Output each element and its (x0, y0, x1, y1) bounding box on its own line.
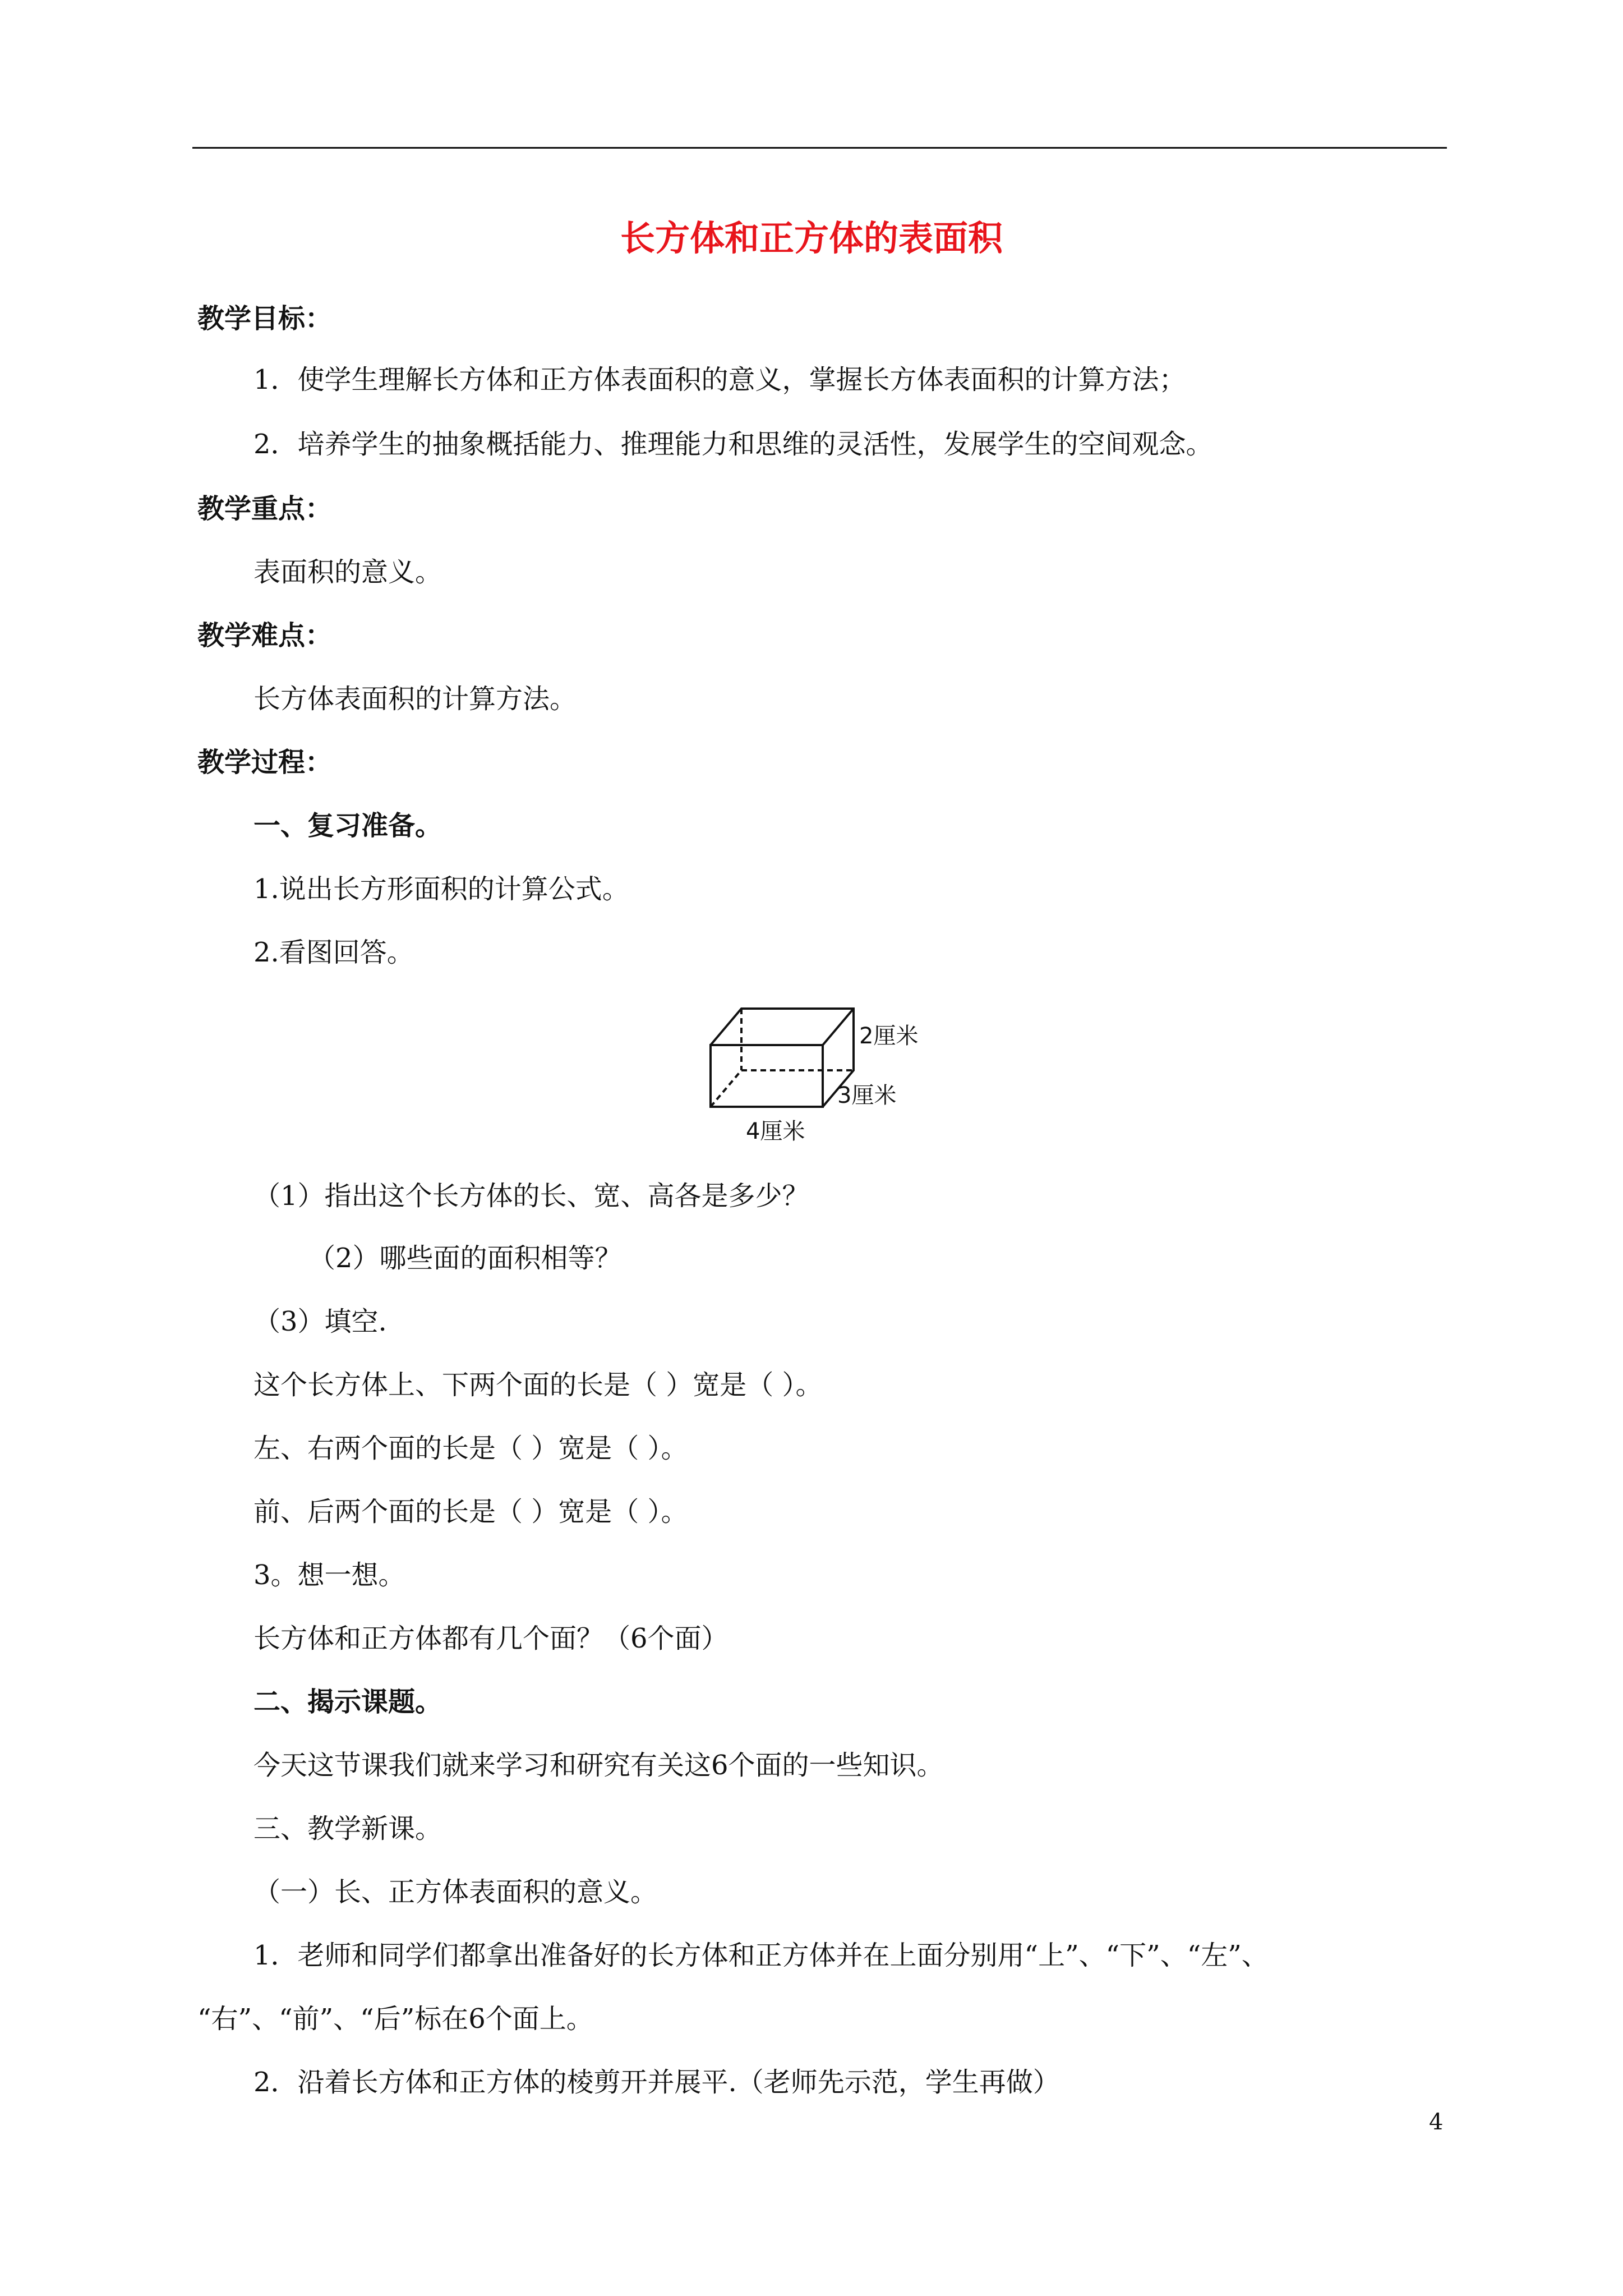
header-rule (192, 147, 1447, 149)
review-item-2: 2.看图回答。 (253, 937, 414, 968)
page-number: 4 (1429, 2109, 1444, 2135)
activity-1: 1．老师和同学们都拿出准备好的长方体和正方体并在上面分别用“上”、“下”、“左”、 (253, 1940, 1269, 1971)
length-label: 4厘米 (746, 1119, 805, 1144)
heading-process: 教学过程： (197, 747, 333, 778)
think-question: 长方体和正方体都有几个面？（6个面） (253, 1623, 728, 1654)
section-1-heading: 一、复习准备。 (253, 810, 442, 841)
cuboid-top-right-edge (823, 1009, 854, 1045)
activity-1-cont: “右”、“前”、“后”标在6个面上。 (197, 2003, 593, 2035)
review-item-1: 1.说出长方形面积的计算公式。 (253, 873, 629, 905)
difficulty-text: 长方体表面积的计算方法。 (253, 683, 577, 715)
section-2-text: 今天这节课我们就来学习和研究有关这6个面的一些知识。 (253, 1750, 944, 1781)
heading-objectives: 教学目标： (197, 303, 333, 334)
review-item-3: 3。想一想。 (253, 1559, 405, 1591)
question-3: （3）填空. (253, 1306, 387, 1337)
fill-blank-3: 前、后两个面的长是（ ）宽是（ ）。 (253, 1496, 688, 1527)
question-1: （1）指出这个长方体的长、宽、高各是多少？ (253, 1180, 809, 1212)
cuboid-front-face (711, 1045, 823, 1107)
activity-2: 2．沿着长方体和正方体的棱剪开并展平.（老师先示范，学生再做） (253, 2067, 1060, 2098)
cuboid-back-edges (711, 1009, 854, 1107)
objective-2: 2．培养学生的抽象概括能力、推理能力和思维的灵活性，发展学生的空间观念。 (253, 429, 1213, 460)
fill-blank-1: 这个长方体上、下两个面的长是（ ）宽是（ ）。 (253, 1369, 823, 1401)
subsection-1-heading: （一）长、正方体表面积的意义。 (253, 1876, 658, 1908)
heading-difficulty: 教学难点： (197, 620, 333, 651)
height-label: 2厘米 (859, 1023, 919, 1049)
cuboid-hidden-edge (711, 1070, 741, 1107)
fill-blank-2: 左、右两个面的长是（ ）宽是（ ）。 (253, 1433, 688, 1464)
width-label: 3厘米 (837, 1083, 897, 1108)
heading-key-point: 教学重点： (197, 493, 333, 524)
question-2: （2）哪些面的面积相等？ (308, 1243, 622, 1274)
page-title: 长方体和正方体的表面积 (620, 218, 1003, 259)
section-2-heading: 二、揭示课题。 (253, 1686, 442, 1718)
section-3-heading: 三、教学新课。 (253, 1813, 442, 1844)
key-point-text: 表面积的意义。 (253, 556, 442, 588)
cuboid-figure (704, 1003, 928, 1149)
objective-1: 1．使学生理解长方体和正方体表面积的意义，掌握长方体表面积的计算方法； (253, 364, 1186, 395)
